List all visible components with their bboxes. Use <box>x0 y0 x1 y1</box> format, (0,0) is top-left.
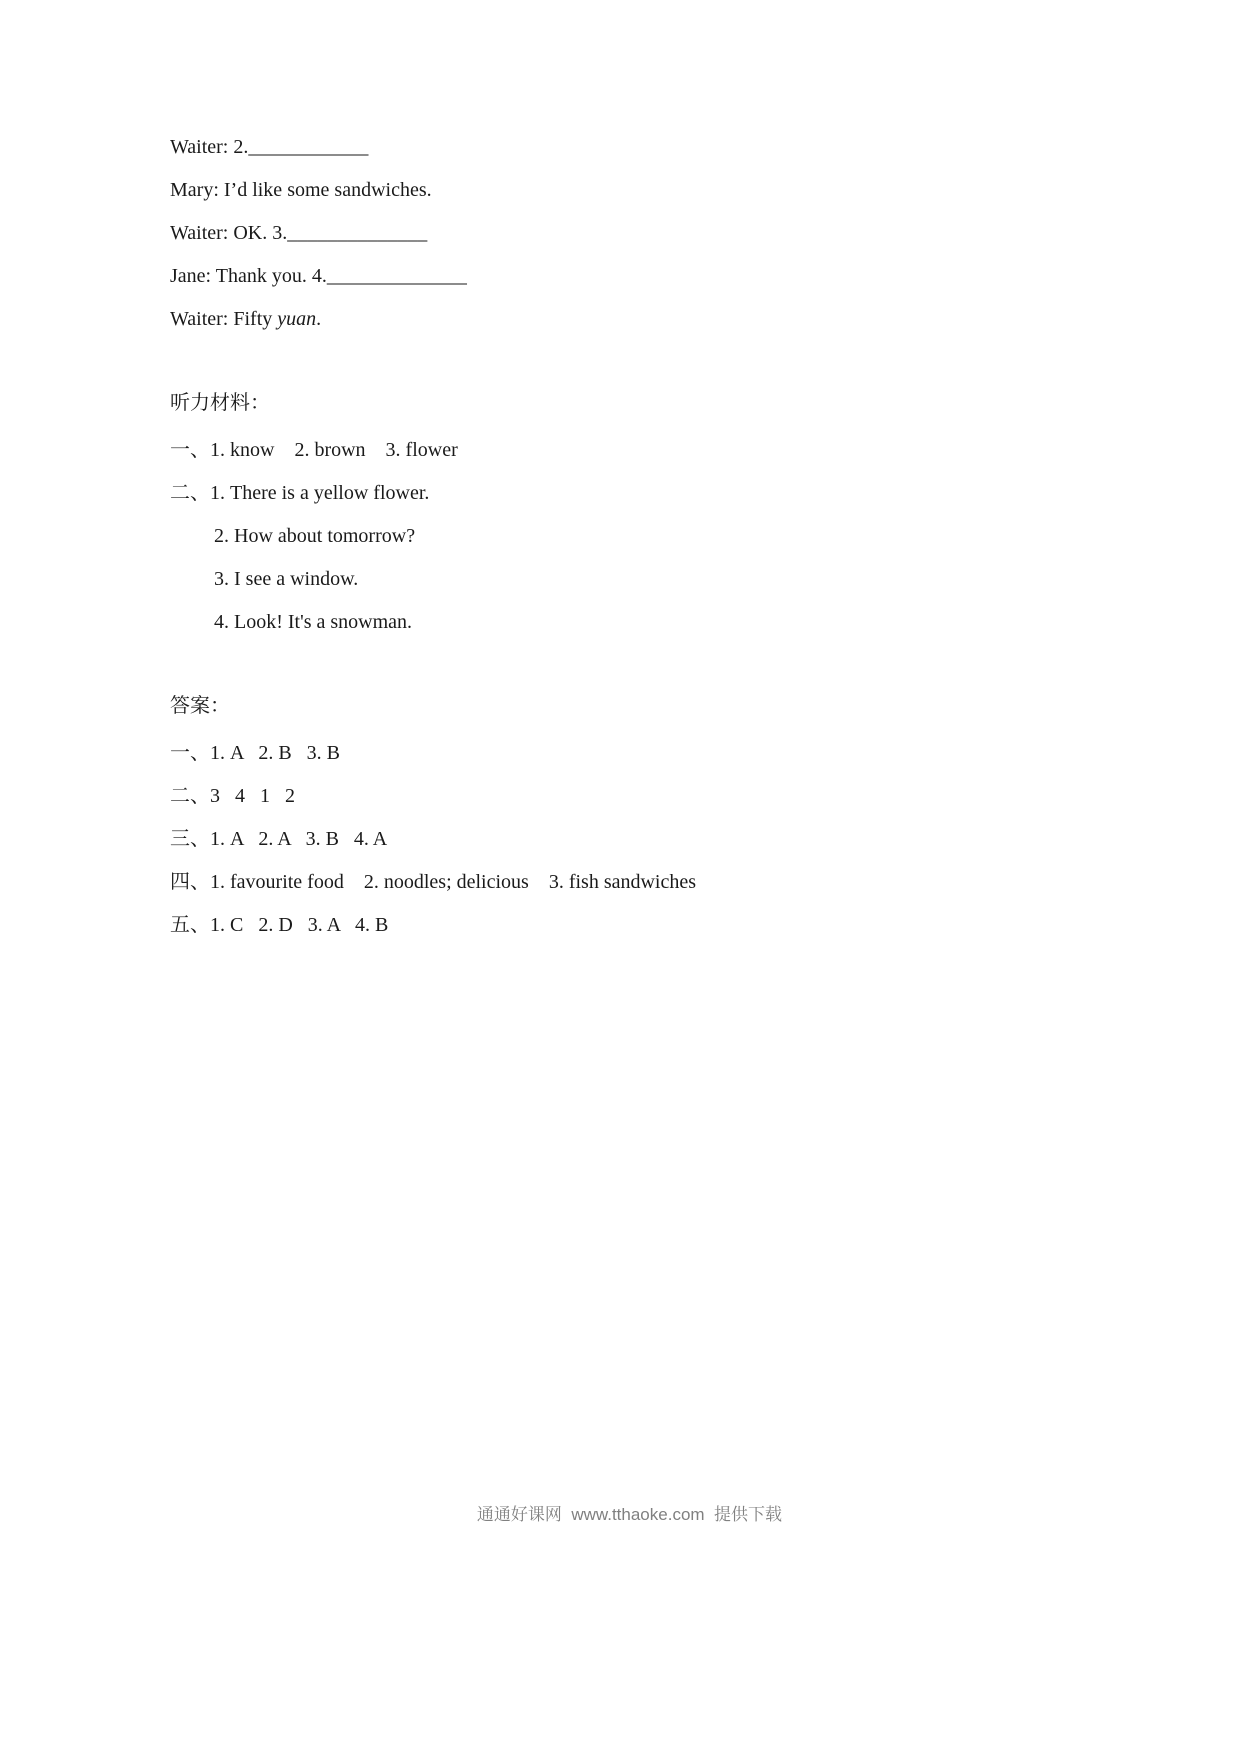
footer <box>0 1480 1240 1545</box>
dialogue-line-waiter-3: Waiter: OK. 3.______________ <box>170 222 428 244</box>
listening-item-2: 二、1. There is a yellow flower. <box>170 482 430 504</box>
listening-item-1: 一、1. know 2. brown 3. flower <box>170 439 458 461</box>
answers-item-5: 五、1. C 2. D 3. A 4. B <box>170 914 389 936</box>
answers-item-3: 三、1. A 2. A 3. B 4. A <box>170 828 388 850</box>
dialogue-line-waiter-2: Waiter: 2.____________ <box>170 136 369 158</box>
dialogue-line-jane-4: Jane: Thank you. 4.______________ <box>170 265 467 287</box>
dialogue-line-mary: Mary: I’d like some sandwiches. <box>170 179 432 201</box>
answers-header: 答案： <box>170 695 230 717</box>
listening-item-2-sub-2: 2. How about tomorrow? <box>214 525 416 547</box>
dialogue-line-waiter-fifty-yuan <box>170 306 1130 332</box>
footer-text: 通通好课网 www.tthaoke.com 提供下载 <box>476 1505 783 1524</box>
dialogue-italic-word: yuan <box>277 308 317 330</box>
listening-materials-header: 听力材料： <box>170 392 270 414</box>
dialogue-text-suffix: . <box>316 308 322 330</box>
answers-item-4: 四、1. favourite food 2. noodles; delicious 3. fish sandwiches <box>170 871 697 893</box>
listening-item-2-sub-3: 3. I see a window. <box>214 568 359 590</box>
answers-item-1: 一、1. A 2. B 3. B <box>170 742 341 764</box>
listening-item-2-sub-4: 4. Look! It's a snowman. <box>214 611 413 633</box>
answers-item-2: 二、3 4 1 2 <box>170 785 295 807</box>
document-content <box>170 134 1130 955</box>
dialogue-text-prefix: Waiter: Fifty <box>170 308 278 330</box>
